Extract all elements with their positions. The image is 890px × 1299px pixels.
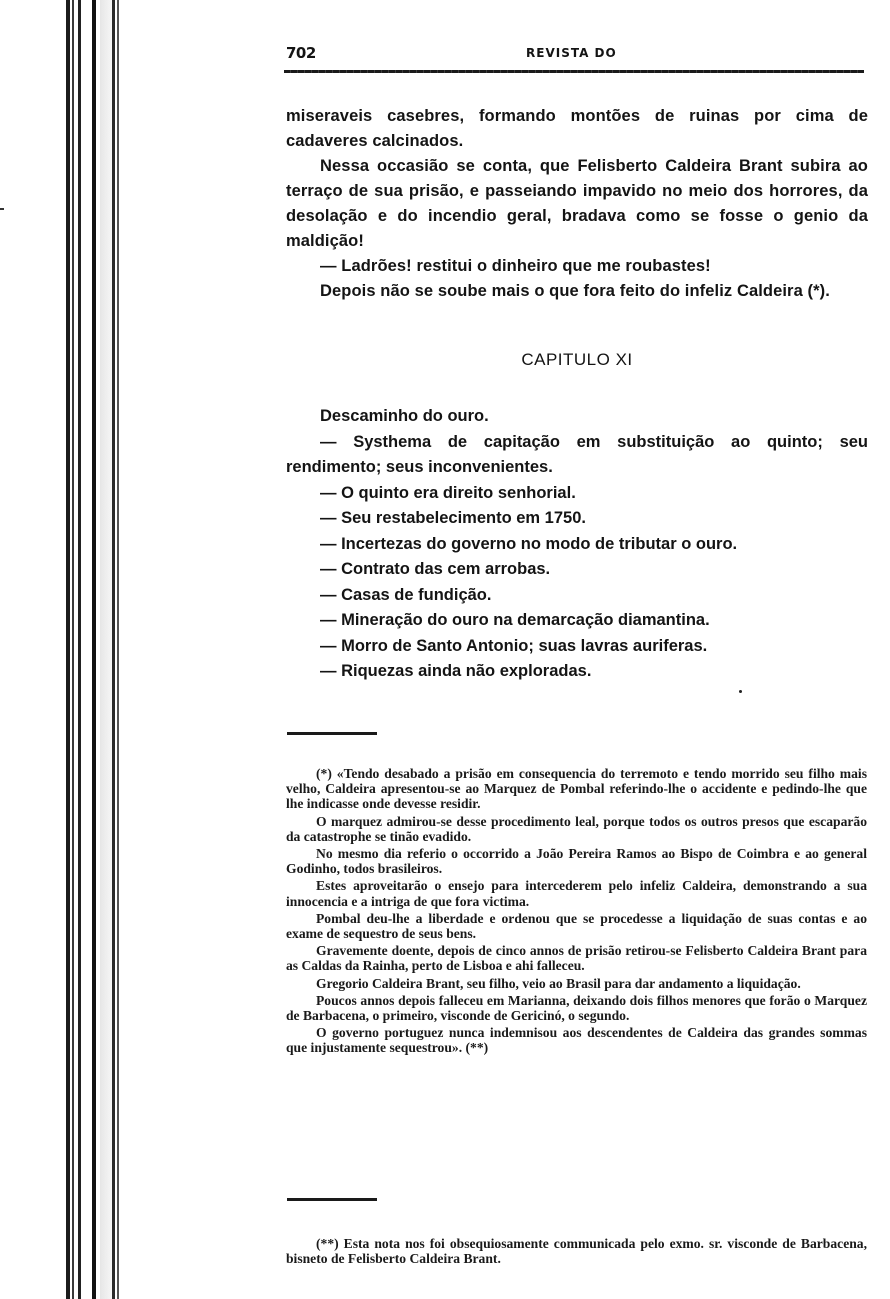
chapter-title: CAPITULO XI <box>521 350 633 369</box>
running-head: REVISTA DO <box>526 46 617 60</box>
footnote-paragraph: (*) «Tendo desabado a prisão em consequencia do terremoto e tendo morrido seu filho mais velho, Caldeira apresentou-se ao Marquez de Pombal referindo-lhe o accidente e pedindo-lhe que lhe indicasse onde devesse residir. <box>286 766 867 812</box>
footnote-paragraph: Pombal deu-lhe a liberdade e ordenou que se procedesse a liquidação de suas contas e ao exame de sequestro de seus bens. <box>286 910 867 942</box>
scan-speck <box>739 690 742 693</box>
summary-item: — O quinto era direito senhorial. <box>320 483 576 502</box>
body-paragraph: Depois não se soube mais o que fora feito do infeliz Caldeira (*). <box>320 282 830 300</box>
book-gutter-shadow <box>100 0 112 1299</box>
book-gutter-line <box>66 0 70 1299</box>
summary-item: Descaminho do ouro. <box>320 407 489 425</box>
footnote-paragraph: O marquez admirou-se desse procedimento leal, porque todos os outros presos que escaparão da catastrophe se tinão evadido. <box>286 813 867 844</box>
footnote-block <box>286 1236 867 1268</box>
summary-item: — Systhema de capitação em substituição ao quinto; seu rendimento; seus inconvenientes. <box>286 432 868 476</box>
footnote-paragraph: No mesmo dia referio o occorrido a João Pereira Ramos ao Bispo de Coimbra e ao general Godinho, todos brasileiros. <box>286 846 867 877</box>
body-text <box>286 104 868 304</box>
footnote-rule <box>287 1198 377 1201</box>
body-paragraph: miseraveis casebres, formando montões de ruinas por cima de cadaveres calcinados. <box>286 107 868 150</box>
summary-item: — Riquezas ainda não exploradas. <box>320 662 592 680</box>
summary-item: — Mineração do ouro na demarcação diamantina. <box>320 611 710 629</box>
footnote-paragraph: Estes aproveitarão o ensejo para intercederem pelo infeliz Caldeira, demonstrando a sua innocencia e a intriga de que fora victima. <box>286 878 867 909</box>
page-header <box>284 44 866 68</box>
summary-item: — Morro de Santo Antonio; suas lavras auriferas. <box>320 636 708 655</box>
scan-speck <box>0 208 4 210</box>
footnote-paragraph: Poucos annos depois falleceu em Marianna, deixando dois filhos menores que forão o Marquez de Barbacena, o primeiro, visconde de Gericinó, o segundo. <box>286 992 867 1024</box>
summary-item: — Seu restabelecimento em 1750. <box>320 509 586 527</box>
summary-item: — Casas de fundição. <box>320 585 492 604</box>
footnote-rule <box>287 732 377 735</box>
body-paragraph: — Ladrões! restitui o dinheiro que me roubastes! <box>320 257 711 275</box>
summary-item: — Incertezas do governo no modo de tributar o ouro. <box>320 534 738 553</box>
book-gutter-line <box>112 0 115 1299</box>
book-gutter-line <box>92 0 96 1299</box>
page-number: 702 <box>286 44 316 62</box>
footnote-paragraph: Gregorio Caldeira Brant, seu filho, veio ao Brasil para dar andamento a liquidação. <box>316 975 801 991</box>
footnote-block <box>286 766 867 1058</box>
summary-item: — Contrato das cem arrobas. <box>320 560 551 578</box>
chapter-summary <box>286 404 868 685</box>
body-paragraph: Nessa occasião se conta, que Felisberto Caldeira Brant subira ao terraço de sua prisão, e passeiando impavido no meio dos horrores, da desolação e do incendio geral, bradava como se fosse o genio da maldição! <box>286 157 868 250</box>
header-rule <box>284 70 864 73</box>
book-gutter-line <box>72 0 74 1299</box>
book-gutter-line <box>78 0 81 1299</box>
book-gutter-line <box>117 0 119 1299</box>
footnote-paragraph: Gravemente doente, depois de cinco annos de prisão retirou-se Felisberto Caldeira Brant para as Caldas da Rainha, perto de Lisboa e ahi falleceu. <box>286 943 867 974</box>
footnote-paragraph: O governo portuguez nunca indemnisou aos descendentes de Caldeira das grandes sommas que injustamente sequestrou». (**) <box>286 1025 867 1056</box>
footnote-paragraph: (**) Esta nota nos foi obsequiosamente communicada pelo exmo. sr. visconde de Barbacena, bisneto de Felisberto Caldeira Brant. <box>286 1236 867 1267</box>
